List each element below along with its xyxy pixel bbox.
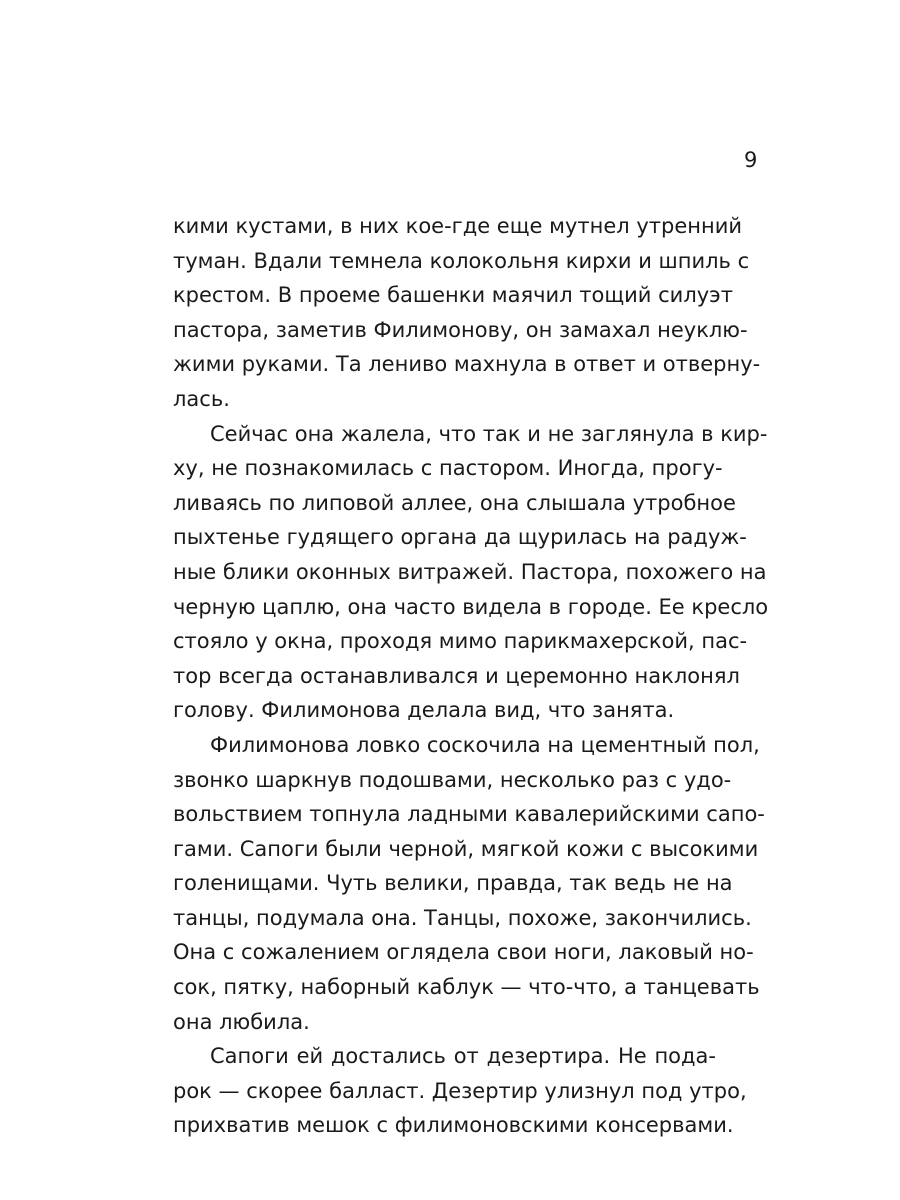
text-line: ливаясь по липовой аллее, она слышала утробное — [173, 490, 736, 515]
text-line: Филимонова ловко соскочила на цементный пол, — [210, 732, 760, 757]
text-line: стояло у окна, проходя мимо парикмахерской, пас- — [173, 629, 748, 654]
text-line: пыхтенье гудящего органа да щурилась на радуж- — [173, 525, 747, 550]
text-line: ные блики оконных витражей. Пастора, похожего на — [173, 559, 767, 584]
text-line: прихватив мешок с филимоновскими консервами. — [173, 1113, 734, 1138]
paragraph — [173, 417, 769, 728]
text-line: танцы, подумала она. Танцы, похоже, закончились. — [173, 905, 752, 930]
text-line: рок — скорее балласт. Дезертир улизнул под утро, — [173, 1078, 747, 1103]
paragraph — [173, 728, 765, 1039]
text-line: пастора, заметив Филимонову, он замахал неуклю- — [173, 317, 748, 342]
text-line: Она с сожалением оглядела свои ноги, лаковый но- — [173, 940, 754, 965]
paragraph — [173, 1039, 747, 1143]
text-line: Сапоги ей достались от дезертира. Не пода- — [210, 1044, 716, 1069]
text-line: голенищами. Чуть велики, правда, так ведь не на — [173, 871, 733, 896]
text-line: сок, пятку, наборный каблук — что-что, а танцевать — [173, 975, 760, 1000]
text-line: звонко шаркнув подошвами, несколько раз с удо- — [173, 767, 732, 792]
text-line: тор всегда останавливался и церемонно наклонял — [173, 663, 740, 688]
text-line: кими кустами, в них кое-где еще мутнел утренний — [173, 214, 743, 238]
text-line: жими руками. Та лениво махнула в ответ и отверну- — [173, 352, 761, 377]
text-line: туман. Вдали темнела колокольня кирхи и шпиль с — [173, 248, 750, 273]
text-line: Сейчас она жалела, что так и не заглянула в кир- — [210, 421, 768, 446]
text-line: гами. Сапоги были черной, мягкой кожи с высокими — [173, 836, 759, 861]
body-text — [173, 209, 769, 1143]
text-line: она любила. — [173, 1009, 310, 1034]
paragraph — [173, 209, 761, 417]
text-line: вольствием топнула ладными кавалерийскими сапо- — [173, 802, 765, 827]
text-line: крестом. В проеме башенки маячил тощий силуэт — [173, 283, 733, 308]
text-line: ху, не познакомилась с пастором. Иногда, прогу- — [173, 456, 723, 481]
text-line: черную цаплю, она часто видела в городе. Ее кресло — [173, 594, 769, 619]
text-line: лась. — [173, 386, 230, 411]
page-number: 9 — [744, 148, 758, 172]
text-line: голову. Филимонова делала вид, что занята. — [173, 698, 675, 723]
